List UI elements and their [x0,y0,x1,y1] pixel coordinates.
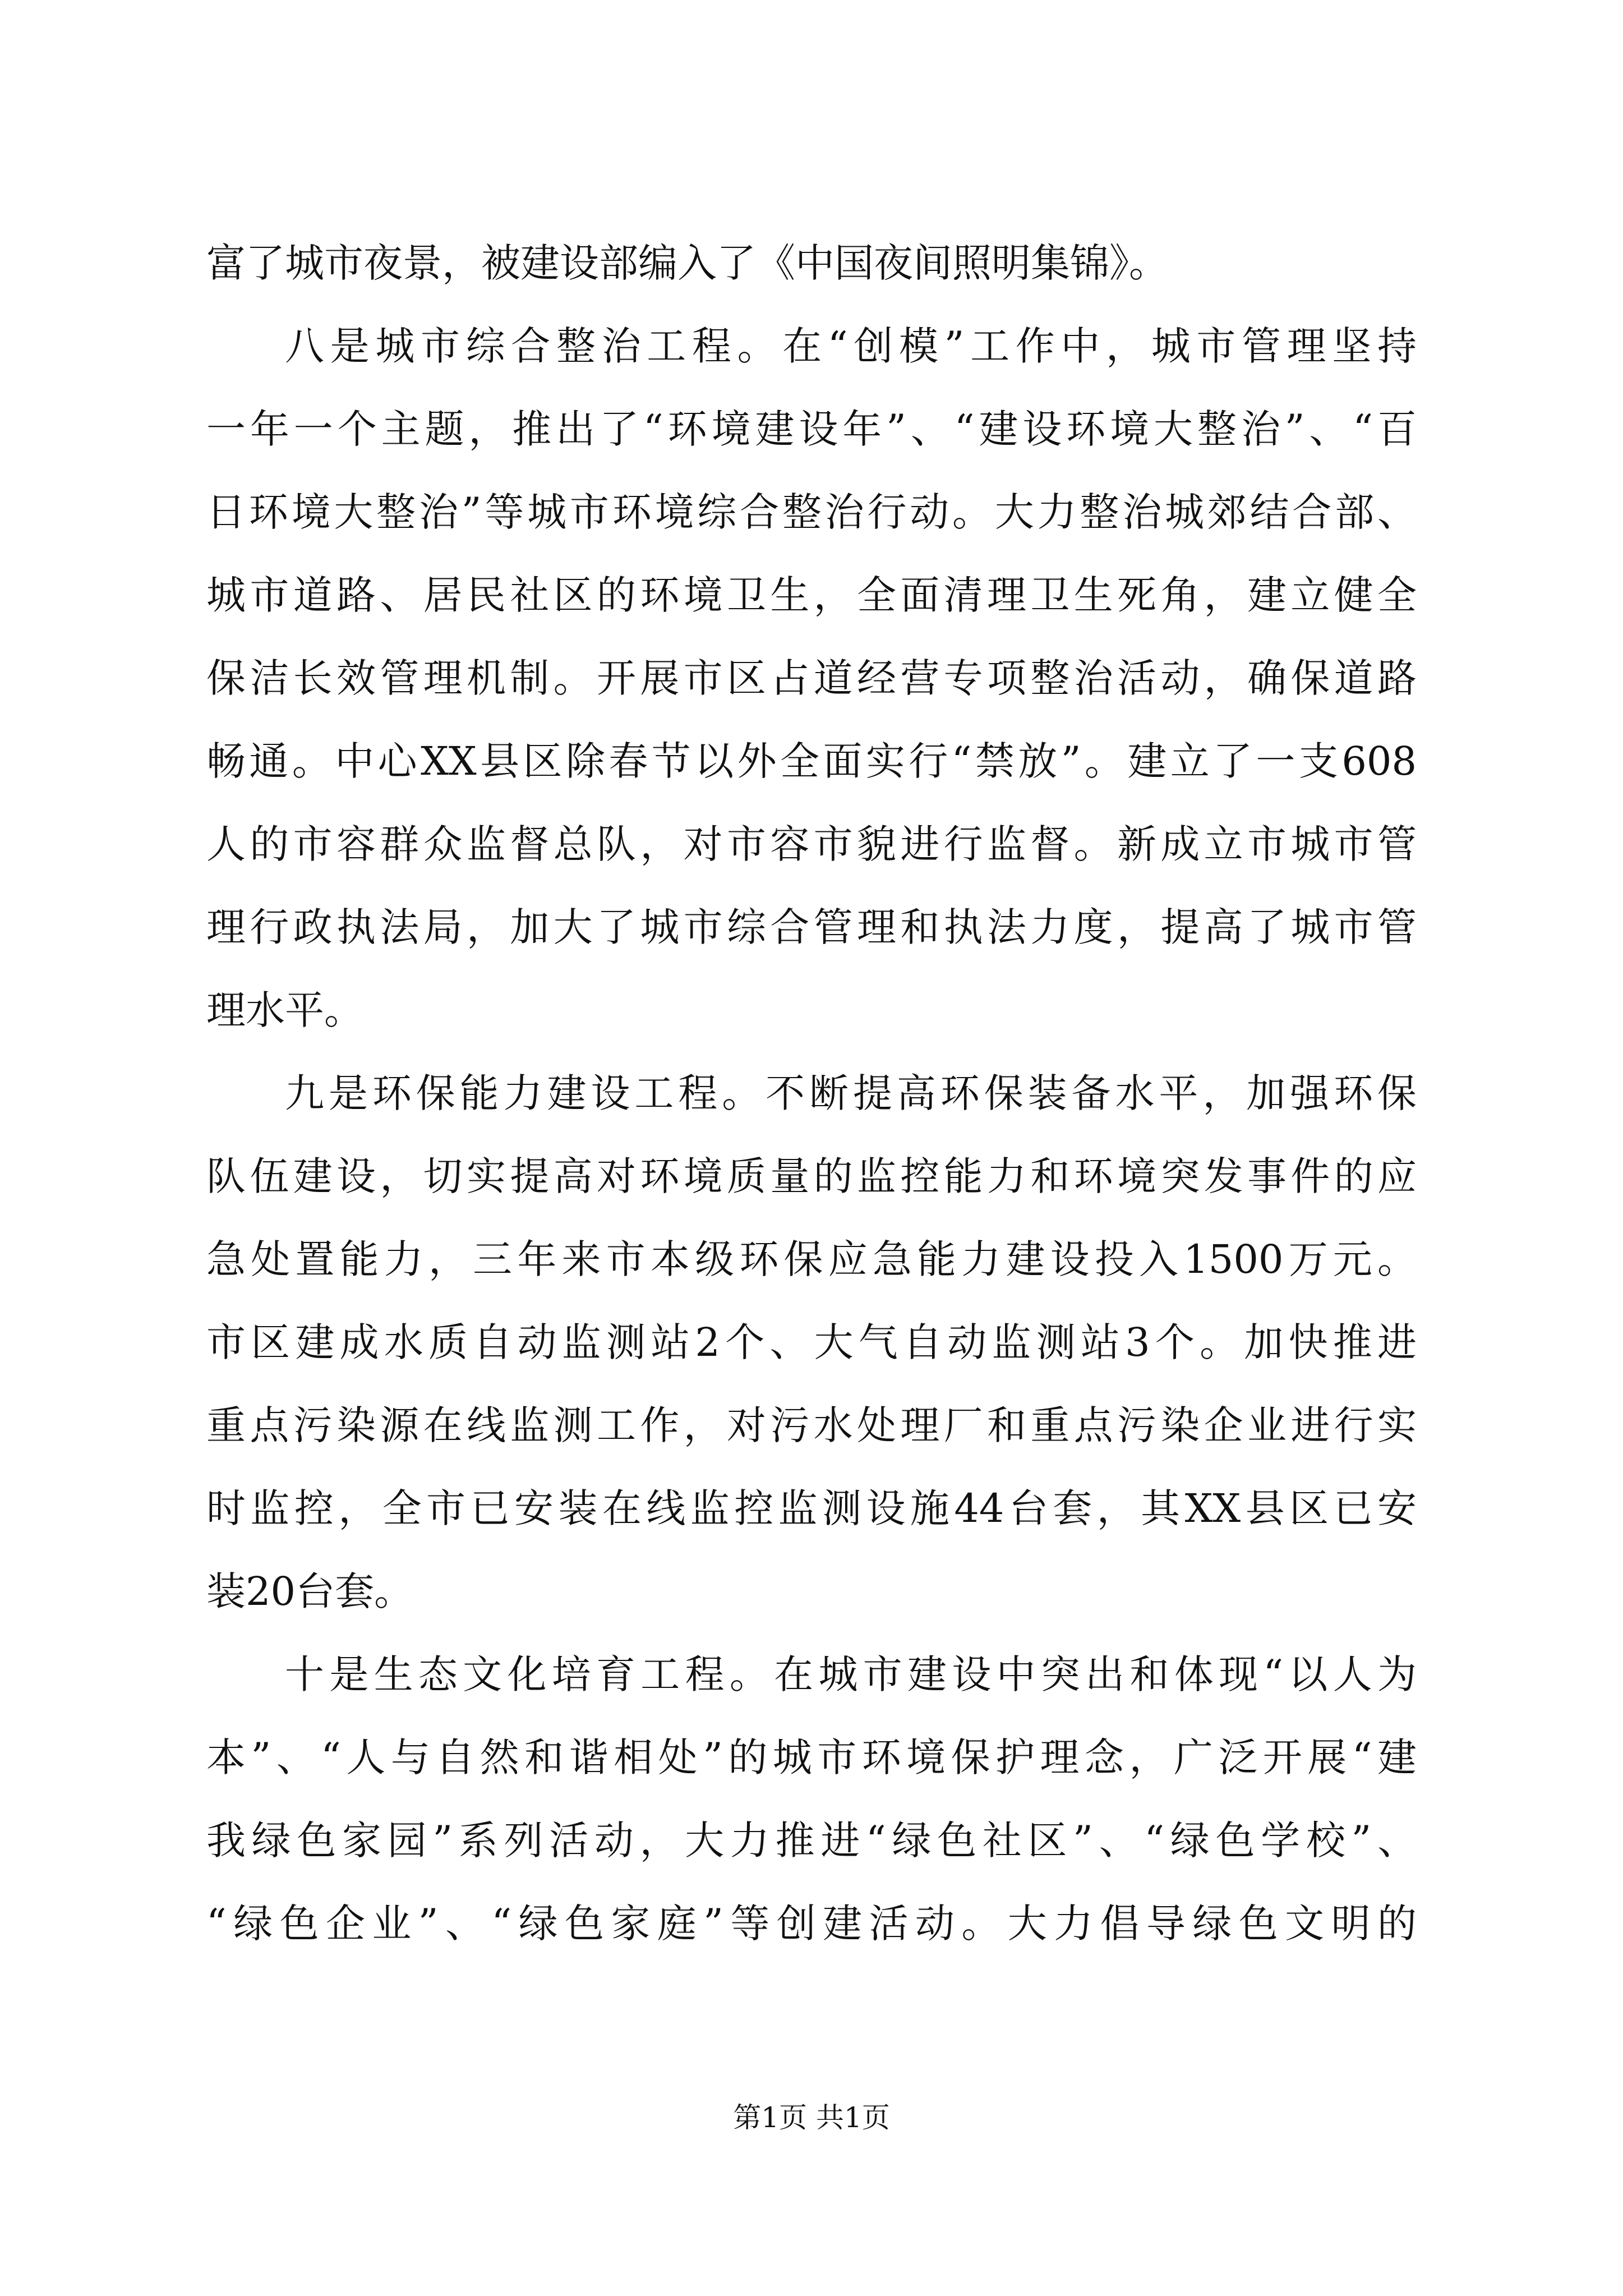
paragraph-start-line: 十是生态文化培育工程。在城市建设中突出和体现“以人为 [285,1651,1417,1697]
text-line: 我绿色家园”系列活动，大力推进“绿色社区”、“绿色学校”、 [206,1818,1417,1864]
text-line: 本”、“人与自然和谐相处”的城市环境保护理念，广泛开展“建 [206,1734,1417,1780]
text-line: 一年一个主题，推出了“环境建设年”、“建设环境大整治”、“百 [206,406,1417,452]
text-line: 理水平。 [206,987,363,1033]
text-line: 富了城市夜景，被建设部编入了《中国夜间照明集锦》。 [206,240,1168,286]
page-footer [0,2098,1623,2137]
text-line: “绿色企业”、“绿色家庭”等创建活动。大力倡导绿色文明的 [206,1901,1417,1947]
document-body [206,222,1417,1965]
text-line: 理行政执法局，加大了城市综合管理和执法力度，提高了城市管 [206,904,1417,950]
text-line: 急处置能力，三年来市本级环保应急能力建设投入1500万元。 [206,1236,1417,1282]
text-line: 重点污染源在线监测工作，对污水处理厂和重点污染企业进行实 [206,1402,1417,1448]
page-number-label: 第1页 共1页 [733,2101,890,2134]
text-line: 人的市容群众监督总队，对市容市貌进行监督。新成立市城市管 [206,821,1417,867]
text-line: 日环境大整治”等城市环境综合整治行动。大力整治城郊结合部、 [206,489,1417,535]
text-line: 畅通。中心XX县区除春节以外全面实行“禁放”。建立了一支608 [206,738,1417,784]
text-line: 时监控，全市已安装在线监控监测设施44台套，其XX县区已安 [206,1485,1417,1531]
text-line: 保洁长效管理机制。开展市区占道经营专项整治活动，确保道路 [206,655,1417,701]
text-line: 装20台套。 [206,1568,414,1614]
paragraph-start-line: 八是城市综合整治工程。在“创模”工作中，城市管理坚持 [285,323,1417,369]
text-line: 市区建成水质自动监测站2个、大气自动监测站3个。加快推进 [206,1319,1417,1365]
text-line: 队伍建设，切实提高对环境质量的监控能力和环境突发事件的应 [206,1153,1417,1199]
text-line: 城市道路、居民社区的环境卫生，全面清理卫生死角，建立健全 [206,572,1417,618]
paragraph-start-line: 九是环保能力建设工程。不断提高环保装备水平，加强环保 [285,1070,1417,1116]
